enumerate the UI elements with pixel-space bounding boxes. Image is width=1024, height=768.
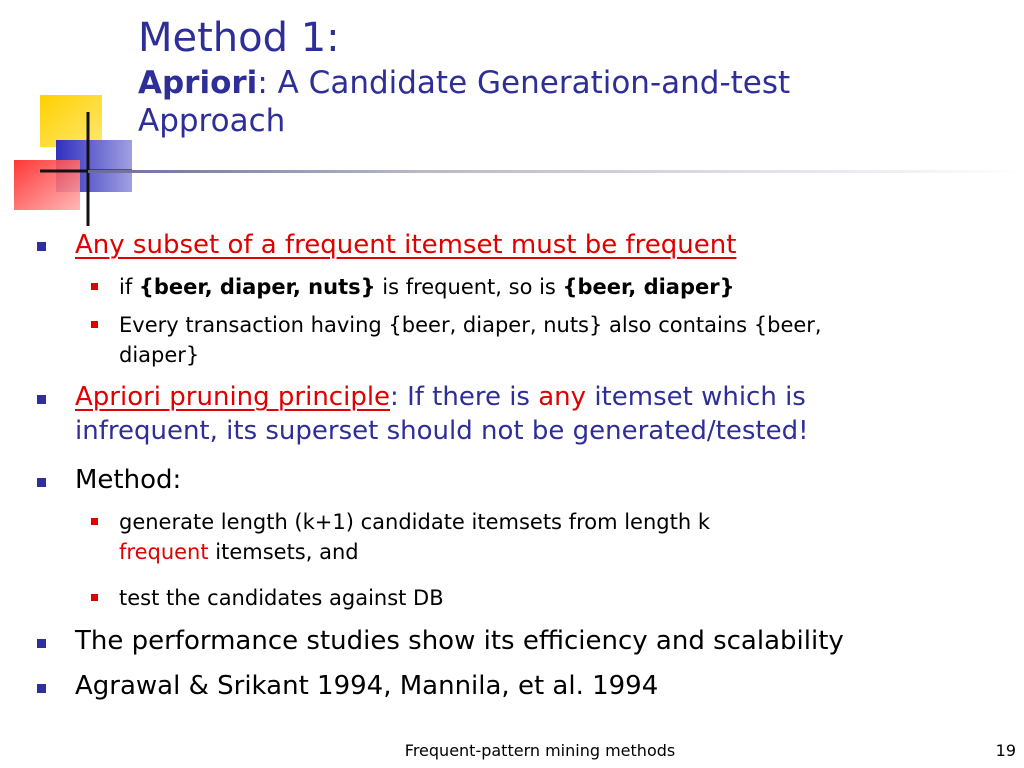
bullet-2-part2: itemset which is	[586, 382, 806, 412]
sub-bullet-1-1-mid: is frequent, so is	[375, 275, 563, 299]
sub-bullet-1-1-bold1: {beer, diaper, nuts}	[138, 275, 376, 299]
bullet-1-text: Any subset of a frequent itemset must be frequent	[75, 230, 737, 260]
bullet-1	[75, 228, 975, 262]
title-apriori: Apriori	[138, 65, 258, 101]
sub-bullet-3-1-line1: generate length (k+1) candidate itemsets from length k	[119, 510, 710, 534]
sub-bullet-3-1-rest: itemsets, and	[208, 540, 359, 564]
bullet-4: The performance studies show its efficiency and scalability	[75, 626, 844, 656]
title-line-2	[138, 64, 998, 102]
bullet-2-colon: :	[390, 382, 408, 412]
sub-bullet-marker	[91, 594, 98, 601]
title-subtitle: : A Candidate Generation-and-test	[257, 65, 791, 101]
bullet-5: Agrawal & Srikant 1994, Mannila, et al. 1994	[75, 671, 659, 701]
page-number: 19	[995, 741, 1016, 760]
sub-bullet-marker	[91, 283, 98, 290]
sub-bullet-3-1	[119, 507, 959, 567]
sub-bullet-1-1-pre: if	[119, 275, 139, 299]
decorative-logo	[0, 0, 140, 230]
sub-bullet-1-2-line2: diaper}	[119, 343, 200, 367]
logo-yellow-square	[40, 95, 102, 147]
sub-bullet-marker	[91, 321, 98, 328]
footer-title: Frequent-pattern mining methods	[404, 741, 676, 760]
bullet-marker	[37, 684, 46, 693]
sub-bullet-1-1-bold2: {beer, diaper}	[562, 275, 735, 299]
sub-bullet-1-2-line1: Every transaction having {beer, diaper, nuts} also contains {beer,	[119, 313, 822, 337]
bullet-2-any: any	[538, 382, 587, 412]
title-divider	[88, 170, 1024, 173]
bullet-3: Method:	[75, 465, 182, 495]
bullet-2-line1	[75, 380, 975, 414]
bullet-marker	[37, 639, 46, 648]
bullet-2-part1: If there is	[407, 382, 539, 412]
sub-bullet-3-1-frequent: frequent	[119, 540, 209, 564]
title-line-3: Approach	[138, 103, 286, 139]
sub-bullet-1-2	[119, 310, 959, 370]
slide-title	[138, 12, 998, 140]
bullet-2-line2: infrequent, its superset should not be generated/tested!	[75, 416, 809, 446]
bullet-marker	[37, 395, 46, 404]
bullet-2	[75, 380, 975, 448]
bullet-marker	[37, 478, 46, 487]
sub-bullet-marker	[91, 518, 98, 525]
sub-bullet-1-1	[119, 272, 959, 302]
sub-bullet-3-2: test the candidates against DB	[119, 586, 444, 610]
title-line-1: Method 1:	[138, 15, 340, 61]
logo-red-square	[14, 160, 80, 210]
sub-bullet-3-1-line2	[119, 537, 959, 567]
bullet-marker	[37, 242, 46, 251]
apriori-pruning-link: Apriori pruning principle	[75, 382, 391, 412]
